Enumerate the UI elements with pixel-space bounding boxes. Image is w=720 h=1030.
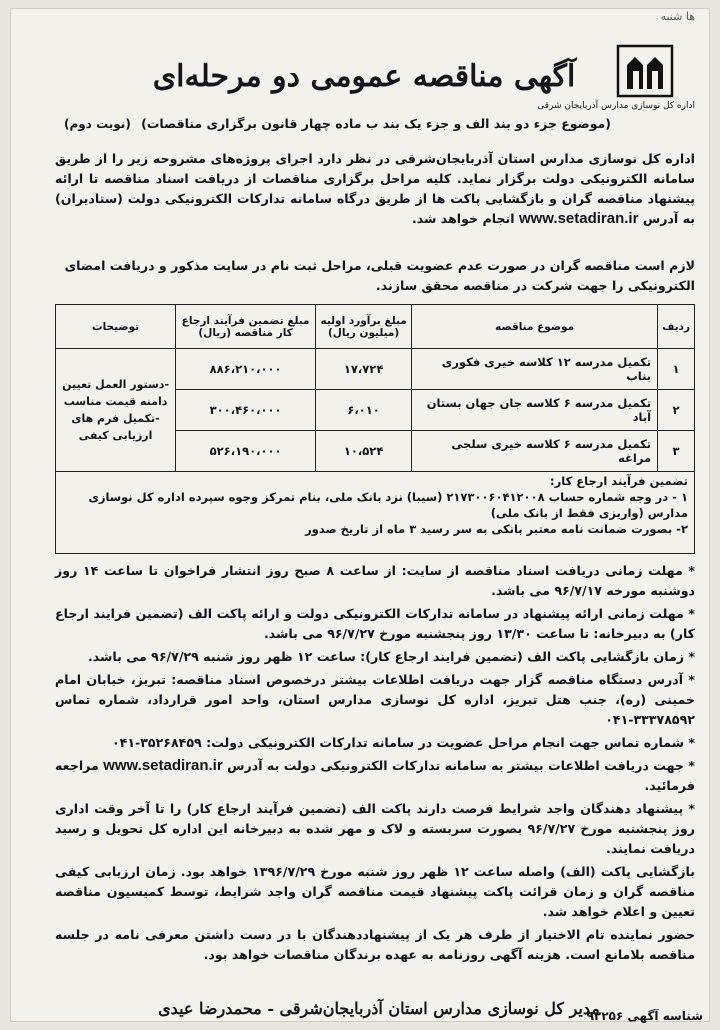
- intro-paragraph: [55, 149, 695, 229]
- row-estimate: ۶،۰۱۰: [316, 390, 412, 431]
- guarantee-box: [55, 470, 695, 554]
- ad-id: شناسه آگهی ۹۲۲۵۶: [586, 1009, 703, 1023]
- row-subject: تکمیل مدرسه ۶ کلاسه جان جهان بستان آباد: [412, 390, 658, 431]
- table-header-row: [56, 305, 695, 349]
- col-header-row-number: ردیف: [658, 305, 695, 349]
- list-item: * آدرس دستگاه مناقصه گزار جهت دریافت اطلاعات بیشتر درخصوص اسناد مناقصه: تبریز، خیابان امام خمینی (ره)، جنب هتل تبریز، اداره کل نوسازی مدارس استان، واحد امور قرارداد، شماره تماس ۳۳۳۷۸۵۹۲-۰۴۱: [55, 672, 695, 727]
- intro-text-end: انجام خواهد شد.: [411, 211, 515, 226]
- school-logo-icon: [615, 43, 675, 99]
- tender-table: [55, 304, 695, 472]
- row-estimate: ۱۷،۷۲۴: [316, 349, 412, 390]
- intro-text: اداره کل نوسازی مدارس استان آذربایجان‌شرقی در نظر دارد اجرای پروژه‌های مشروحه زیر را از طریق سامانه الکترونیکی دولت برگزار نماید. کلیه مراحل برگزاری مناقصات از دریافت اسناد مناقصه تا ارائه پیشنهاد مناقصه گران و بازگشایی پاکت ها از طریق درگاه سامانه تدارکات الکترونیکی دولت (ستاد‌یران) به آدرس: [55, 151, 695, 226]
- col-header-subject: موضوع مناقصه: [412, 305, 658, 349]
- row-number: ۱: [658, 349, 695, 390]
- round-label: (نوبت دوم): [64, 117, 131, 131]
- row-guarantee: ۵۲۶،۱۹۰،۰۰۰: [176, 431, 316, 472]
- list-item: [55, 756, 695, 796]
- subtitle-text: (موضوع جزء دو بند الف و جزء یک بند ب ماده چهار قانون برگزاری مناقصات): [141, 116, 611, 131]
- row-estimate: ۱۰،۵۲۴: [316, 431, 412, 472]
- list-item: * پیشنهاد دهندگان واجد شرایط فرصت دارند پاکت الف (تضمین فرآیند ارجاع کار) را تا آخر وقت اداری روز پنجشنبه مورخ ۹۶/۷/۲۷ بصورت سربسته و لاک و مهر شده به دبیرخانه این اداره کل تحویل و رسید دریافت نمایند.: [55, 801, 695, 856]
- list-item: بازگشایی پاکت (الف) واصله ساعت ۱۲ ظهر روز شنبه مورخ ۱۳۹۶/۷/۲۹ خواهد بود. زمان ارزیابی کیفی مناقصه گران و زمان قرائت پاکت پیشنهاد قیمت مناقصه گران واجد شرایط، توسط کمیسیون مناقصه تعیین و اعلام خواهد شد.: [55, 864, 695, 919]
- newspaper-page: [10, 8, 710, 1022]
- row-number: ۳: [658, 431, 695, 472]
- info-text-end: مراجعه فرمائید.: [55, 758, 695, 793]
- list-item: * زمان بازگشایی پاکت الف (تضمین فرایند ارجاع کار): ساعت ۱۲ ظهر روز شنبه ۹۶/۷/۲۹ می باشد.: [87, 649, 695, 664]
- row-subject: تکمیل مدرسه ۱۲ کلاسه خیری فکوری بناب: [412, 349, 658, 390]
- logo-caption: اداره کل نوسازی مدارس آذربایجان شرقی: [537, 101, 695, 111]
- guarantee-line-2: ۲- بصورت ضمانت نامه معتبر بانکی به سر رسید ۳ ماه از تاریخ صدور: [305, 522, 688, 536]
- table-row: [56, 349, 695, 390]
- row-guarantee: ۸۸۶،۲۱۰،۰۰۰: [176, 349, 316, 390]
- list-item: حضور نماینده تام الاختیار از طرف هر یک از پیشنهاددهندگان با در دست داشتن معرفی نامه در جلسه مناقصه بلامانع است. هزینه آگهی روزنامه به عهده برندگان مناقصات خواهد بود.: [55, 927, 695, 962]
- col-header-estimate: مبلغ برآورد اولیه (میلیون ریال): [316, 305, 412, 349]
- logo-block: [537, 43, 695, 125]
- row-number: ۲: [658, 390, 695, 431]
- row-guarantee: ۳۰۰،۴۶۰،۰۰۰: [176, 390, 316, 431]
- list-item: * شماره تماس جهت انجام مراحل عضویت در سامانه تدارکات الکترونیکی دولت: ۳۵۲۶۸۴۵۹-۰۴۱: [111, 735, 695, 750]
- col-header-guarantee: مبلغ تضمین فرآیند ارجاع کار مناقصه (ریال): [176, 305, 316, 349]
- guarantee-line-1: ۱ - در وجه شماره حساب ۲۱۷۳۰۰۶۰۴۱۲۰۰۸ (سیبا) نزد بانک ملی، بنام تمرکز وجوه سپرده اداره کل نوسازی مدارس (واریزی فقط از بانک ملی): [88, 490, 688, 520]
- list-item: * مهلت زمانی دریافت اسناد مناقصه از سایت: از ساعت ۸ صبح روز انتشار فراخوان تا ساعت ۱۴ روز دوشنبه مورخه ۹۶/۷/۱۷ می باشد.: [55, 563, 695, 598]
- ad-title: آگهی مناقصه عمومی دو مرحله‌ای: [152, 59, 576, 94]
- info-website-link[interactable]: www.setadiran.ir: [103, 757, 223, 774]
- top-strip-text: ها شنبه: [660, 10, 695, 23]
- ad-subtitle: [51, 116, 611, 131]
- intro-website-link[interactable]: www.setadiran.ir: [518, 210, 639, 227]
- col-header-notes: توضیحات: [56, 305, 176, 349]
- row-subject: تکمیل مدرسه ۶ کلاسه خیری سلجی مراغه: [412, 431, 658, 472]
- list-item: * مهلت زمانی ارائه پیشنهاد در سامانه تدارکات الکترونیکی دولت و ارائه پاکت الف (تضمین فرایند ارجاع کار) به دبیرخانه: تا ساعت ۱۳/۳۰ روز پنجشنبه مورخ ۹۶/۷/۲۷ می باشد.: [55, 606, 695, 641]
- info-text: * جهت دریافت اطلاعات بیشتر به سامانه تدارکات الکترونیکی دولت به آدرس: [227, 758, 695, 773]
- row-notes: -دستور العمل تعیین دامنه قیمت مناسب -تکمیل فرم های ارزیابی کیفی: [56, 349, 176, 472]
- signature-line: مدیر کل نوسازی مدارس استان آذربایجان‌شرقی - محمدرضا عیدی: [158, 999, 600, 1018]
- conditions-list: [55, 561, 695, 968]
- membership-paragraph: لازم است مناقصه گران در صورت عدم عضویت قبلی، مراحل ثبت نام در سایت مذکور و دریافت امضای الکترونیکی را جهت شرکت در مناقصه محقق سازند.: [64, 258, 695, 293]
- ad-frame: [45, 21, 699, 1021]
- guarantee-title: تضمین فرآیند ارجاع کار:: [550, 474, 688, 488]
